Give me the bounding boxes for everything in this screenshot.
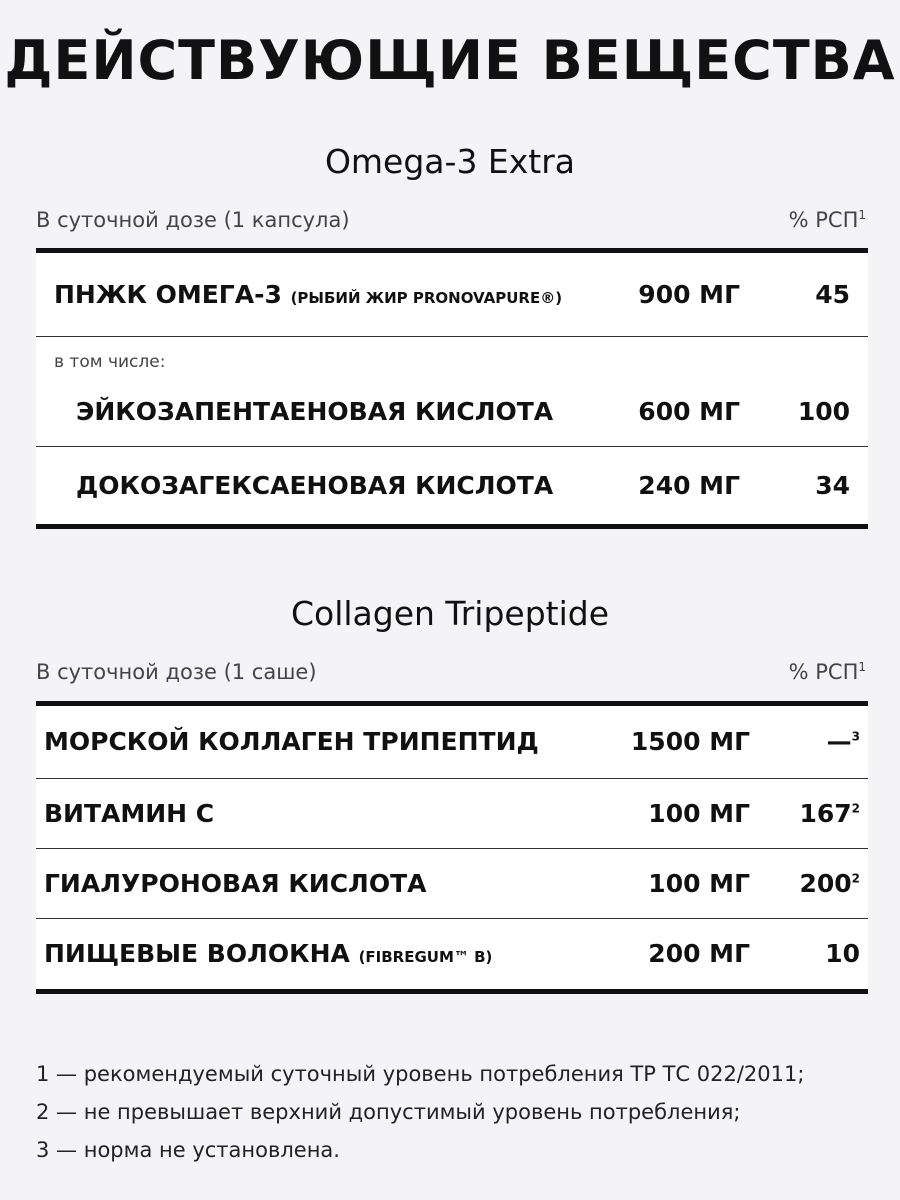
table-row: [36, 378, 868, 446]
ingredient-name: ПНЖК ОМЕГА-3 (РЫБИЙ ЖИР PRONOVAPURE®): [36, 253, 590, 336]
ingredient-name: ДОКОЗАГЕКСАЕНОВАЯ КИСЛОТА: [76, 470, 554, 500]
ingredient-amount: 1500 МГ: [600, 706, 750, 778]
table-row: [36, 253, 868, 336]
ingredient-amount: 100 МГ: [600, 848, 750, 918]
ingredient-amount: 600 МГ: [590, 378, 740, 446]
ingredient-amount: 100 МГ: [600, 778, 750, 848]
dose-label-omega: В суточной дозе (1 капсула): [36, 208, 350, 232]
ingredient-name: МОРСКОЙ КОЛЛАГЕН ТРИПЕПТИД: [36, 706, 600, 778]
ingredient-percent: 10: [825, 939, 860, 969]
table-row: [36, 706, 868, 778]
rsp-label-collagen: % РСП$^1$: [788, 660, 866, 684]
footnote-2: 2 — не превышает верхний допустимый уровень потребления;: [36, 1100, 741, 1124]
footnote-3: 3 — норма не установлена.: [36, 1138, 340, 1162]
ingredient-amount: 200 МГ: [648, 939, 750, 969]
dose-label-collagen: В суточной дозе (1 саше): [36, 660, 317, 684]
table-subheading: [36, 336, 868, 378]
ingredient-amount: 900 МГ: [590, 253, 740, 336]
ingredient-amount: 240 МГ: [638, 470, 740, 500]
table-row: [36, 446, 868, 524]
footnote-1: 1 — рекомендуемый суточный уровень потребления ТР ТС 022/2011;: [36, 1062, 805, 1086]
ingredient-name: ПИЩЕВЫЕ ВОЛОКНА (FIBREGUM™ B): [44, 939, 493, 969]
table-row: [36, 918, 868, 989]
page-title: ДЕЙСТВУЮЩИЕ ВЕЩЕСТВА: [4, 29, 896, 92]
ingredient-percent: —$^3$: [750, 706, 868, 778]
omega-table: [36, 248, 868, 529]
ingredient-percent: 34: [815, 470, 850, 500]
section-title-omega: Omega-3 Extra: [324, 142, 576, 181]
ingredient-percent: 100: [740, 378, 868, 446]
ingredient-name: ВИТАМИН С: [36, 778, 600, 848]
ingredient-percent: 45: [740, 253, 868, 336]
ingredient-percent: $167^2$: [750, 778, 868, 848]
ingredient-percent: $200^2$: [750, 848, 868, 918]
collagen-table: [36, 701, 868, 994]
section-title-collagen: Collagen Tripeptide: [290, 594, 610, 633]
ingredient-name: ГИАЛУРОНОВАЯ КИСЛОТА: [36, 848, 600, 918]
table-row: [36, 848, 868, 918]
rsp-label-omega: % РСП$^1$: [788, 208, 866, 232]
footnotes: [36, 1055, 866, 1169]
including-label: в том числе:: [54, 352, 166, 372]
table-row: [36, 778, 868, 848]
ingredient-name: ЭЙКОЗАПЕНТАЕНОВАЯ КИСЛОТА: [36, 378, 590, 446]
